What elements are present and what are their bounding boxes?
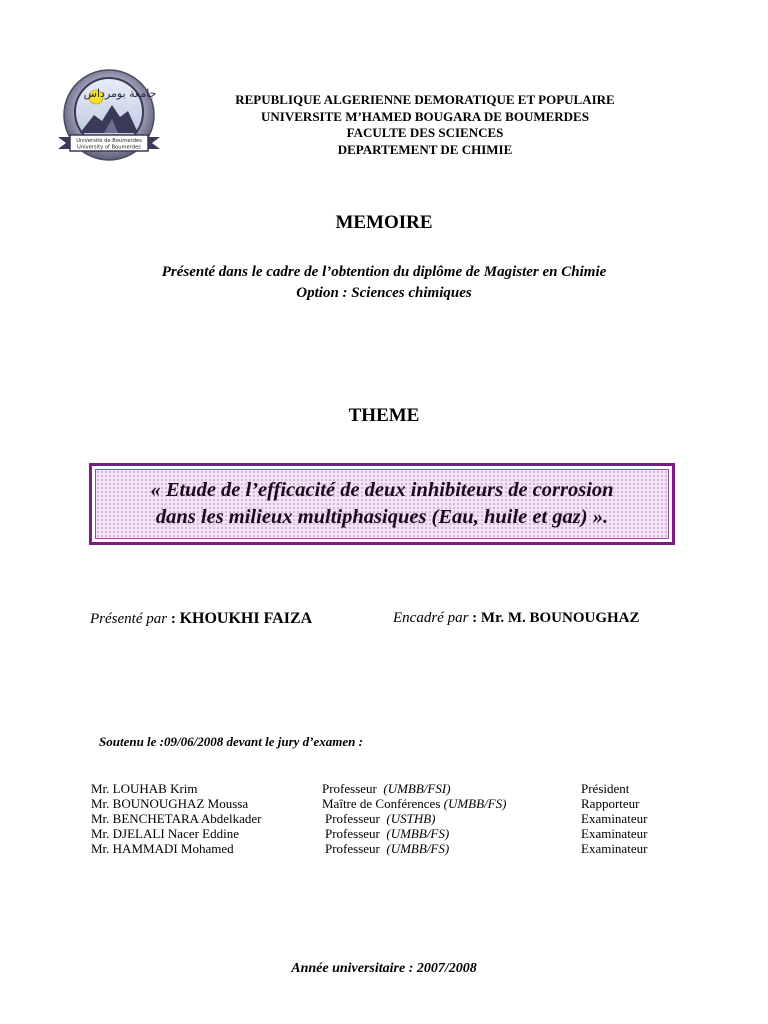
jury-row	[0, 781, 768, 796]
header-university: UNIVERSITE M’HAMED BOUGARA DE BOUMERDES	[261, 108, 589, 124]
supervisor-label: Encadré par	[393, 610, 469, 626]
thesis-title-line2: dans les milieux multiphasiques (Eau, huile et gaz) ».	[155, 506, 609, 528]
jury-role: Président	[581, 781, 630, 796]
jury-name: Mr. DJELALI Nacer Eddine	[91, 826, 240, 841]
supervisor-name: Mr. M. BOUNOUGHAZ	[480, 610, 640, 626]
theme-label: THEME	[348, 405, 420, 426]
jury-name: Mr. BENCHETARA Abdelkader	[91, 811, 262, 826]
jury-name: Mr. BOUNOUGHAZ Moussa	[91, 796, 249, 811]
thesis-title	[95, 469, 669, 539]
jury-role: Examinateur	[581, 826, 648, 841]
jury-row	[0, 826, 768, 841]
jury-row	[0, 841, 768, 856]
jury-grade: Professeur (USTHB)	[325, 811, 436, 826]
supervisor-sep: :	[468, 610, 481, 626]
presentation-option: Option : Sciences chimiques	[296, 285, 472, 301]
presenter-label: Présenté par	[90, 611, 168, 627]
presenter-name: KHOUKHI FAIZA	[179, 610, 313, 627]
seal-banner-line1: Université de Boumerdes	[76, 138, 142, 144]
institution-header	[90, 92, 760, 158]
jury-role: Examinateur	[581, 841, 648, 856]
thesis-title-line1: « Etude de l’efficacité de deux inhibiteurs de corrosion	[150, 479, 614, 501]
jury-role: Rapporteur	[581, 796, 640, 811]
presentation-context: Présenté dans le cadre de l’obtention du diplôme de Magister en Chimie	[161, 264, 607, 280]
defense-date: Soutenu le :09/06/2008 devant le jury d’examen :	[99, 734, 363, 749]
jury-name: Mr. LOUHAB Krim	[91, 781, 198, 796]
presenter	[90, 610, 312, 628]
supervisor	[393, 610, 640, 627]
jury-grade: Professeur (UMBB/FSI)	[322, 781, 451, 796]
jury-name: Mr. HAMMADI Mohamed	[91, 841, 234, 856]
academic-year: Année universitaire : 2007/2008	[291, 961, 477, 976]
jury-row	[0, 796, 768, 811]
jury-grade: Professeur (UMBB/FS)	[325, 826, 450, 841]
header-department: DEPARTEMENT DE CHIMIE	[337, 141, 513, 157]
authors-row	[90, 610, 690, 632]
seal-banner-line2: University of Boumerdes	[77, 144, 141, 151]
thesis-title-frame	[89, 463, 675, 545]
header-faculty: FACULTE DES SCIENCES	[346, 125, 504, 140]
seal-arabic-text: جامعة بومرداس	[83, 87, 157, 100]
jury-grade: Professeur (UMBB/FS)	[325, 841, 450, 856]
document-type: MEMOIRE	[335, 212, 433, 233]
jury-grade: Maître de Conférences (UMBB/FS)	[322, 796, 507, 811]
header-republic: REPUBLIQUE ALGERIENNE DEMORATIQUE ET POPULAIRE	[235, 92, 615, 107]
jury-row	[0, 811, 768, 826]
jury-role: Examinateur	[581, 811, 648, 826]
presenter-sep: :	[167, 611, 180, 627]
